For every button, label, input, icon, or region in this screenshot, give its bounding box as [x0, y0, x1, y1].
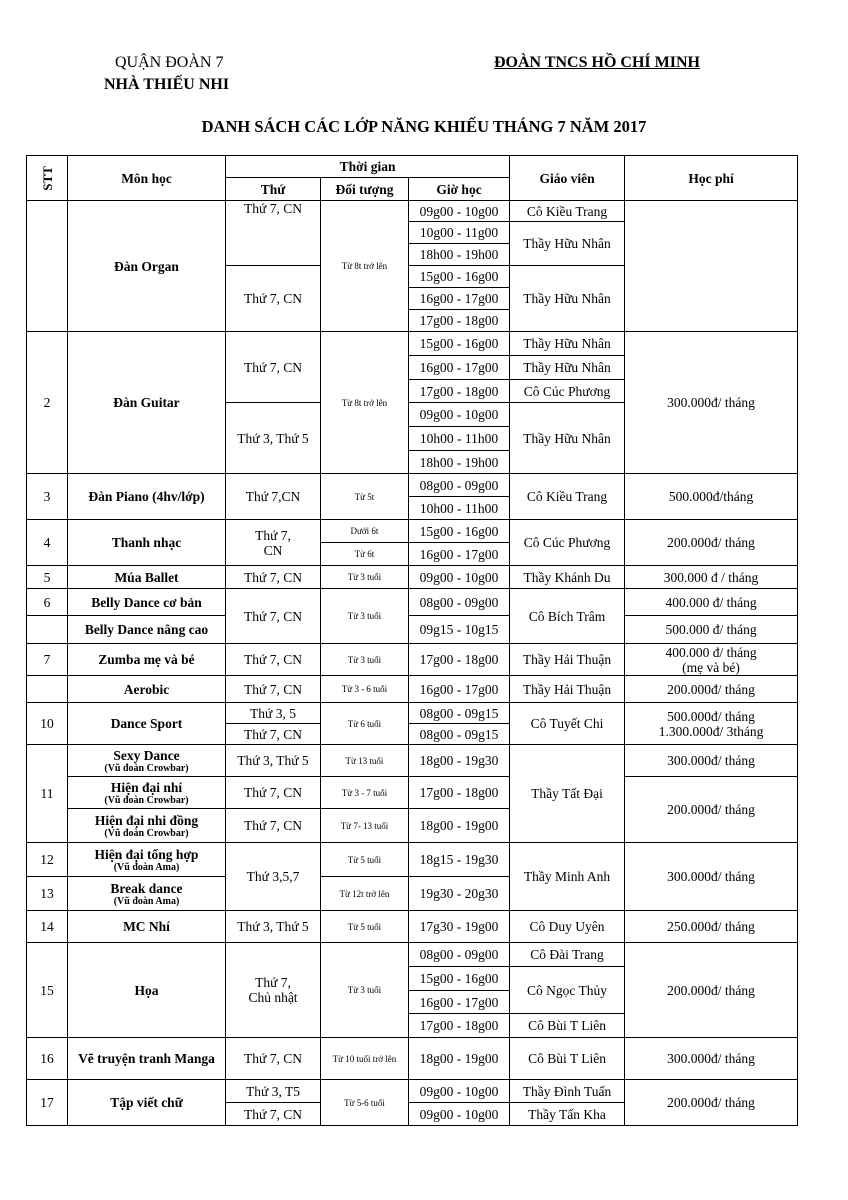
- table-row: 7 Zumba mẹ và bé Thứ 7, CN Từ 3 tuổi 17g00 - 18g00 Thầy Hải Thuận 400.000 đ/ tháng (mẹ và bé): [27, 644, 798, 676]
- table-row: 15 Họa Thứ 7, Chủ nhật Từ 3 tuổi 08g00 - 09g00 Cô Đài Trang 200.000đ/ tháng: [27, 943, 798, 967]
- table-row: 14 MC Nhí Thứ 3, Thứ 5 Từ 5 tuổi 17g30 - 19g00 Cô Duy Uyên 250.000đ/ tháng: [27, 911, 798, 943]
- table-row: 2 Đàn Guitar Thứ 7, CN Từ 8t trở lên 15g00 - 16g00 Thầy Hữu Nhân 300.000đ/ tháng: [27, 332, 798, 356]
- table-row: 11 Sexy Dance (Vũ đoàn Crowbar) Thứ 3, Thứ 5 Từ 13 tuổi 18g00 - 19g30 Thầy Tất Đại 300.000đ/ tháng: [27, 745, 798, 777]
- header-hours: Giờ học: [409, 178, 510, 201]
- table-row: 5 Múa Ballet Thứ 7, CN Từ 3 tuổi 09g00 - 10g00 Thầy Khánh Du 300.000 đ / tháng: [27, 566, 798, 589]
- document-title: DANH SÁCH CÁC LỚP NĂNG KHIẾU THÁNG 7 NĂM 2017: [201, 117, 647, 136]
- header-time: Thời gian: [226, 156, 510, 178]
- header-teacher: Giáo viên: [510, 156, 625, 201]
- header-stt: STT: [27, 156, 68, 201]
- table-row: 10 Dance Sport Thứ 3, 5 Từ 6 tuổi 08g00 - 09g15 Cô Tuyết Chi 500.000đ/ tháng 1.300.000đ/ 3tháng: [27, 703, 798, 724]
- header-subject: Môn học: [68, 156, 226, 201]
- union-name: ĐOÀN TNCS HỒ CHÍ MINH: [494, 54, 700, 71]
- header-audience: Đối tượng: [321, 178, 409, 201]
- table-row: 6 Belly Dance cơ bản Thứ 7, CN Từ 3 tuổi 08g00 - 09g00 Cô Bích Trâm 400.000 đ/ tháng: [27, 589, 798, 616]
- org-name-line2: NHÀ THIẾU NHI: [104, 76, 230, 93]
- table-row: 12 Hiện đại tổng hợp (Vũ đoàn Ama) Thứ 3,5,7 Từ 5 tuổi 18g15 - 19g30 Thầy Minh Anh 300.000đ/ tháng: [27, 843, 798, 877]
- header-day: Thứ: [226, 178, 321, 201]
- table-row: 3 Đàn Piano (4hv/lớp) Thứ 7,CN Từ 5t 08g00 - 09g00 Cô Kiều Trang 500.000đ/tháng: [27, 474, 798, 497]
- table-row: 16 Vẽ truyện tranh Manga Thứ 7, CN Từ 10 tuổi trở lên 18g00 - 19g00 Cô Bùi T Liên 300.000đ/ tháng: [27, 1038, 798, 1080]
- table-row: 17 Tập viết chữ Thứ 3, T5 Từ 5-6 tuổi 09g00 - 10g00 Thầy Đình Tuấn 200.000đ/ tháng: [27, 1080, 798, 1103]
- class-schedule-table: STT Môn học Thời gian Giáo viên Học phí Thứ Đối tượng Giờ học Đàn Organ Thứ 7, CN Từ 8t trở lên 09g00 - 10g00 Cô Kiều Trang 10g00 - 11g00 Thầy Hữu Nhân 18h00 - 19h00 Thứ 7, CN 15g00 - 16g00 Thầy Hữu Nhân 16g00 - 17g00 17g00 - 18g00 2 Đàn Guitar Thứ 7, CN Từ 8t trở lên 15g00 - 16g00 Thầy Hữu Nhân 300.000đ/ tháng 16g00 - 17g00 Thầy Hữu Nhân 17g00 - 18g00 Cô Cúc Phương Thứ 3, Thứ 5 09g00 - 10g00 Thầy Hữu Nhân 10h00 - 11h00 18h00 - 19h00 3 Đàn Piano (4hv/lớp) Thứ 7,CN Từ 5t 08g00 - 09g00 Cô Kiều Trang 500.000đ/tháng 10h00 - 11h00 4 Thanh nhạc Thứ 7, CN Dưới 6t 15g00 - 16g00 Cô Cúc Phương 200.000đ/ tháng Từ 6t 16g00 - 17g00 5 Múa Ballet Thứ 7, CN Từ 3 tuổi 09g00 - 10g00 Thầy Khánh Du 300.000 đ / tháng 6 Belly Dance cơ bản Thứ 7, CN Từ 3 tuổi 08g00 - 09g00 Cô Bích Trâm 400.000 đ/ tháng Belly Dance nâng cao 09g15 - 10g15 500.000 đ/ tháng 7 Zumba mẹ và bé Thứ 7, CN Từ 3 tuổi 17g00 - 18g00 Thầy Hải Thuận 400.000 đ/ tháng (mẹ và bé) Aerobic Thứ 7, CN Từ 3 - 6 tuổi 16g00 - 17g00 Thầy Hải Thuận 200.000đ/ tháng 10 Dance Sport Thứ 3, 5 Từ 6 tuổi 08g00 - 09g15 Cô Tuyết Chi 500.000đ/ tháng 1.300.000đ/ 3tháng Thứ 7, CN 08g00 - 09g15 11 Sexy Dance (Vũ đoàn Crowbar) Thứ 3, Thứ 5 Từ 13 tuổi 18g00 - 19g30 Thầy Tất Đại 300.000đ/ tháng Hiện đại nhí (Vũ đoàn Crowbar) Thứ 7, CN Từ 3 - 7 tuổi 17g00 - 18g00 200.000đ/ tháng Hiện đại nhi đồng (Vũ đoàn Crowbar) Thứ 7, CN Từ 7- 13 tuổi 18g00 - 19g00 12 Hiện đại tổng hợp (Vũ đoàn Ama) Thứ 3,5,7 Từ 5 tuổi 18g15 - 19g30 Thầy Minh Anh 300.000đ/ tháng 13 Break dance (Vũ đoàn Ama) Từ 12t trở lên 19g30 - 20g30 14 MC Nhí Thứ 3, Thứ 5 Từ 5 tuổi 17g30 - 19g00 Cô Duy Uyên 250.000đ/ tháng 15 Họa Thứ 7, Chủ nhật Từ 3 tuổi 08g00 - 09g00 Cô Đài Trang 200.000đ/ tháng 15g00 - 16g00 Cô Ngọc Thủy 16g00 - 17g00 17g00 - 18g00 Cô Bùi T Liên 16 Vẽ truyện tranh Manga Thứ 7, CN Từ 10 tuổi trở lên 18g00 - 19g00 Cô Bùi T Liên 300.000đ/ tháng 17 Tập viết chữ Thứ 3, T5 Từ 5-6 tuổi 09g00 - 10g00 Thầy Đình Tuấn 200.000đ/ tháng Thứ 7, CN 09g00 - 10g00 Thầy Tấn Kha: [26, 155, 798, 1126]
- table-row: Aerobic Thứ 7, CN Từ 3 - 6 tuổi 16g00 - 17g00 Thầy Hải Thuận 200.000đ/ tháng: [27, 676, 798, 703]
- table-row: 4 Thanh nhạc Thứ 7, CN Dưới 6t 15g00 - 16g00 Cô Cúc Phương 200.000đ/ tháng: [27, 520, 798, 543]
- header-fee: Học phí: [625, 156, 798, 201]
- table-row: Đàn Organ Thứ 7, CN Từ 8t trở lên 09g00 - 10g00 Cô Kiều Trang: [27, 201, 798, 222]
- org-name-line1: QUẬN ĐOÀN 7: [115, 54, 224, 71]
